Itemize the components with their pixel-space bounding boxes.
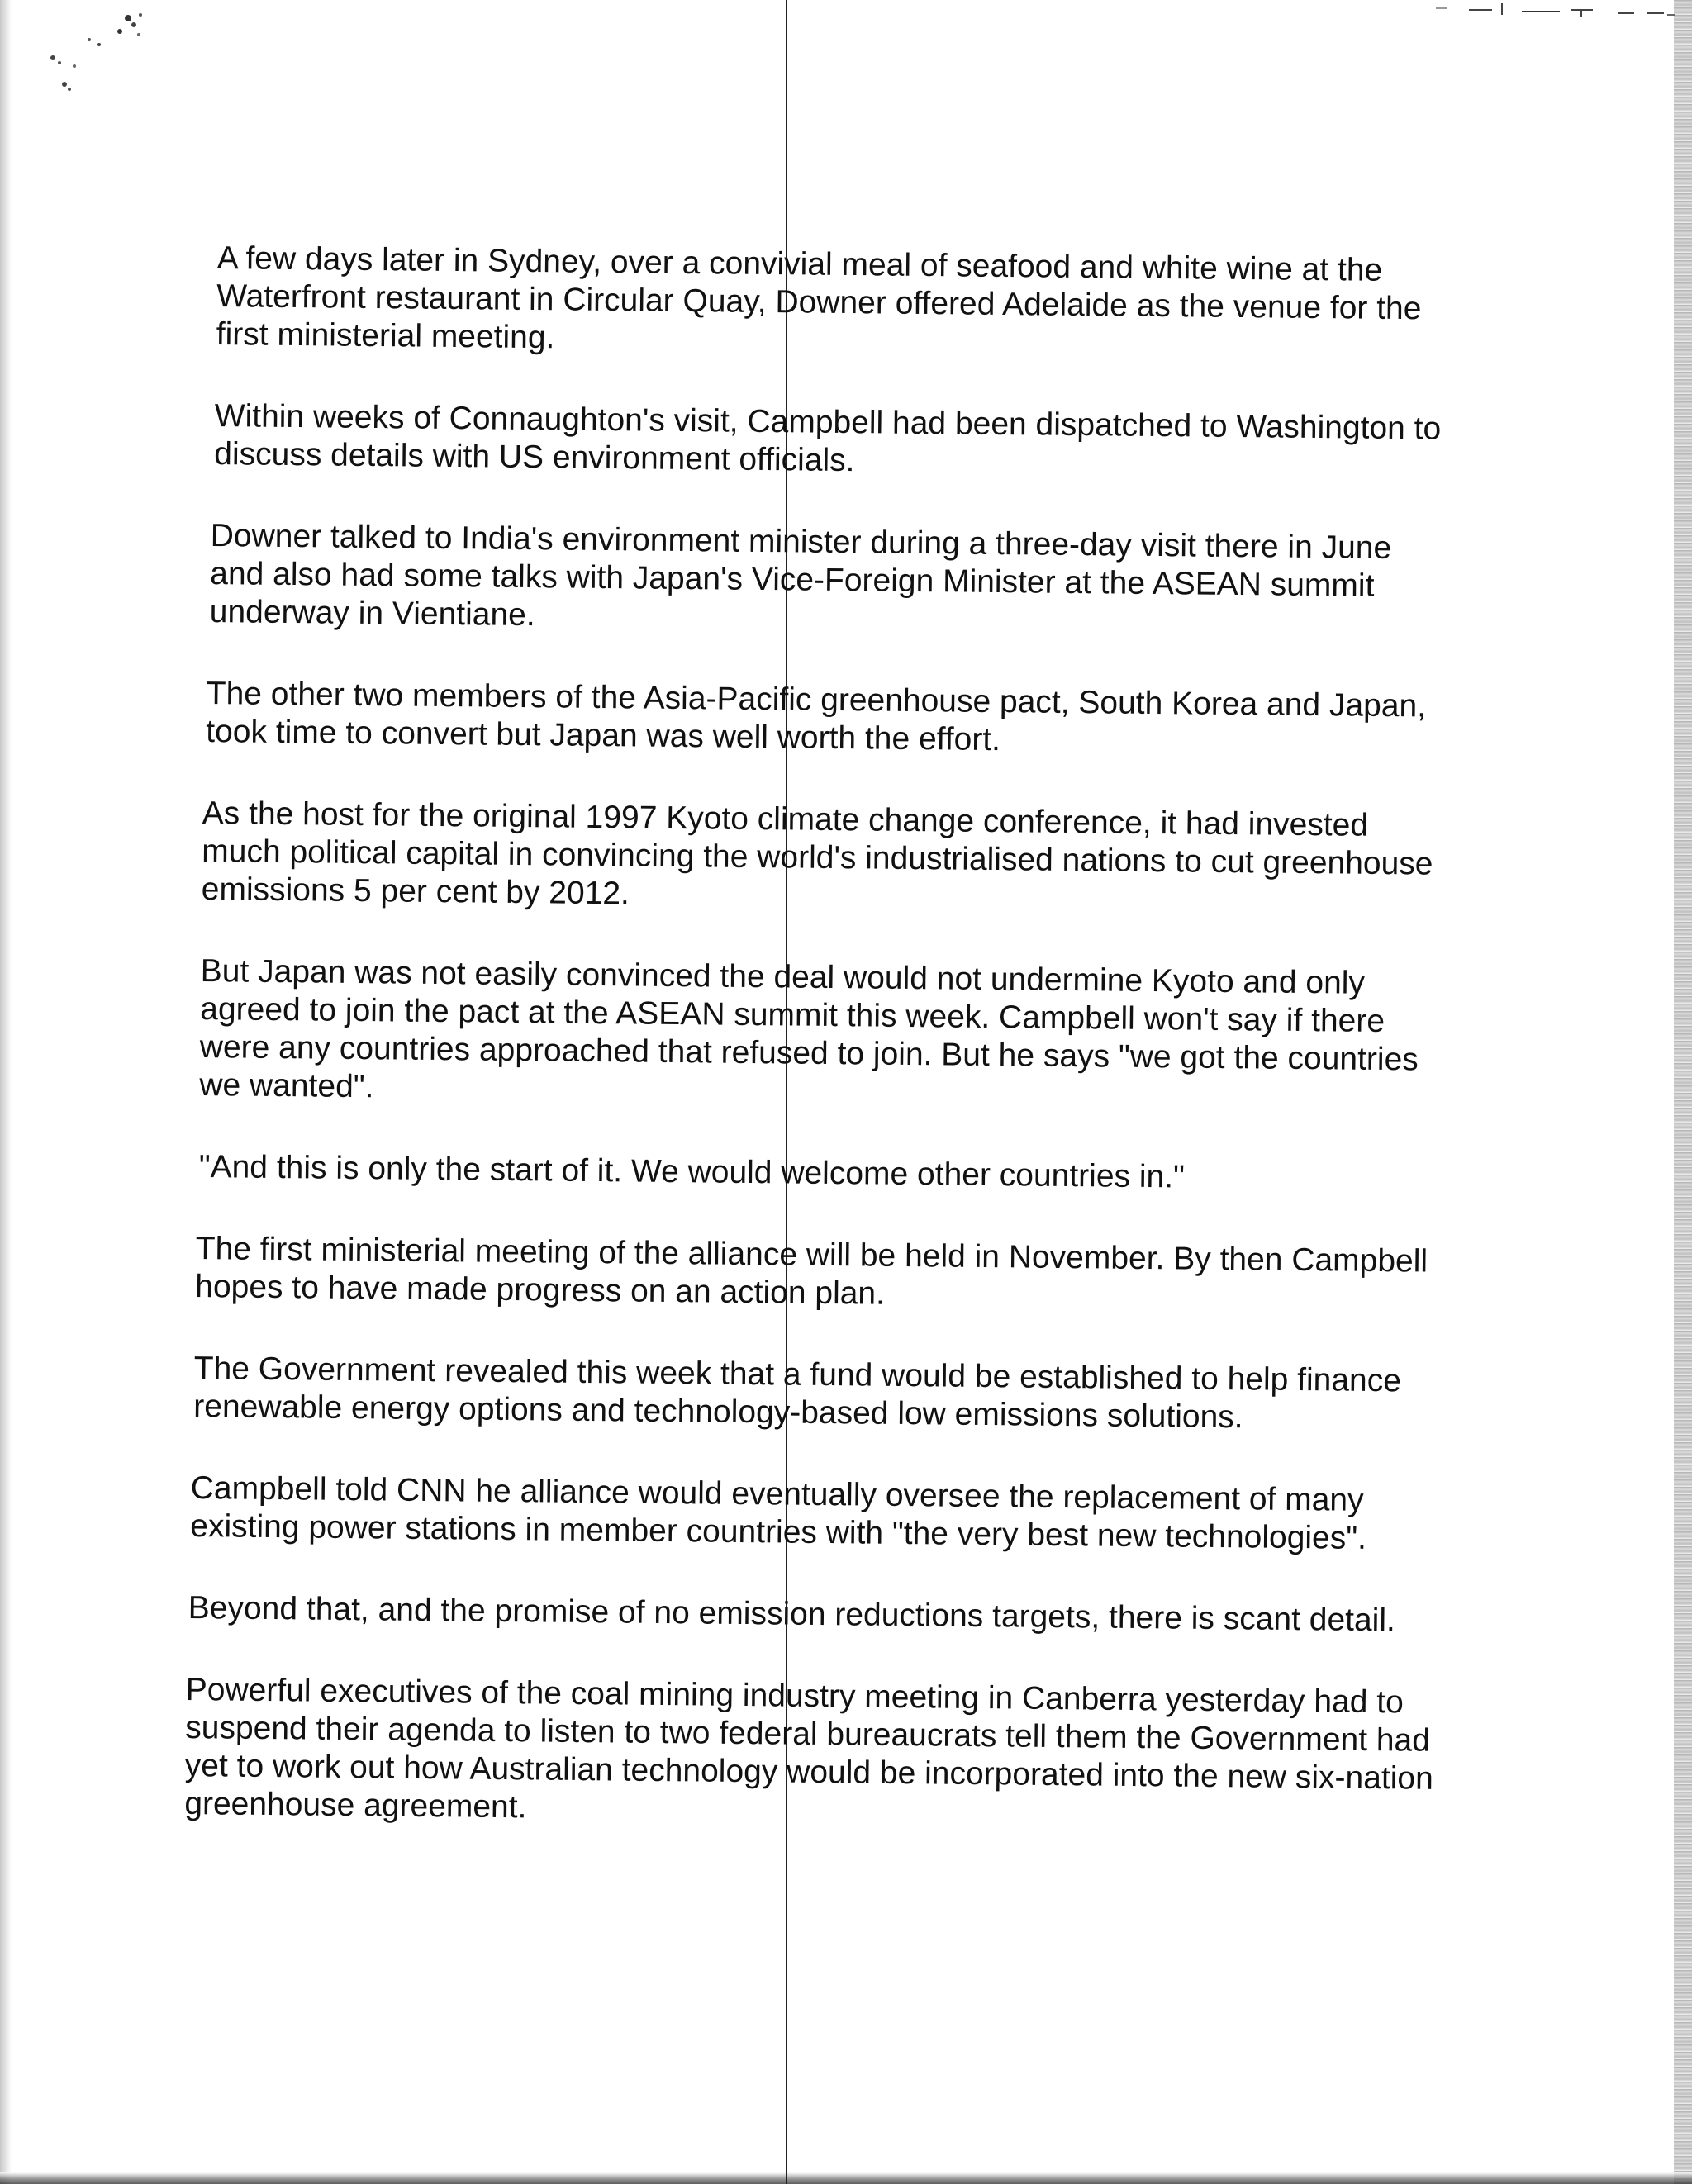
paragraph: A few days later in Sydney, over a convivial meal of seafood and white wine at the Waterfront restaurant in Circular Quay, Downer offered Adelaide as the venue for the first ministerial meeting. <box>216 240 1422 356</box>
paragraph: The other two members of the Asia-Pacific greenhouse pact, South Korea and Japan, took time to convert but Japan was well worth the effort. <box>206 675 1427 758</box>
scan-left-edge <box>0 0 12 2184</box>
scan-top-marks <box>1436 3 1675 20</box>
paragraph: The Government revealed this week that a fund would be established to help finance renewable energy options and technology-based low emissions solutions. <box>193 1351 1402 1436</box>
paragraph: "And this is only the start of it. We would welcome other countries in." <box>198 1149 1186 1195</box>
paragraph: Powerful executives of the coal mining industry meeting in Canberra yesterday had to suspend their agenda to listen to two federal bureaucrats tell them the Government had yet to work out how Australian technology would be incorporated into the new six-nation greenhouse agreement. <box>184 1672 1434 1826</box>
paragraph: Within weeks of Connaughton's visit, Campbell had been dispatched to Washington to discuss details with US environment officials. <box>214 397 1442 479</box>
scan-bottom-edge <box>0 2172 1692 2184</box>
scan-specks <box>41 7 157 97</box>
article-body <box>186 240 1442 1925</box>
paragraph: The first ministerial meeting of the alliance will be held in November. By then Campbell hopes to have made progress on an action plan. <box>195 1231 1428 1312</box>
paragraph: Beyond that, and the promise of no emission reductions targets, there is scant detail. <box>188 1590 1396 1639</box>
paragraph: Downer talked to India's environment minister during a three-day visit there in June and also had some talks with Japan's Vice-Foreign Minister at the ASEAN summit underway in Vientiane. <box>209 517 1392 634</box>
scan-right-edge <box>1674 0 1692 2184</box>
paragraph: Campbell told CNN he alliance would eventually oversee the replacement of many existing power stations in member countries with "the very best new technologies". <box>190 1470 1367 1556</box>
paragraph: As the host for the original 1997 Kyoto climate change conference, it had invested much political capital in convincing the world's industrialised nations to cut greenhouse emissions 5 per cent by 2012. <box>201 795 1433 912</box>
paragraph: But Japan was not easily convinced the deal would not undermine Kyoto and only agreed to join the pact at the ASEAN summit this week. Campbell won't say if there were any countries approached that refused to join. But he says "we got the countries we wanted". <box>199 953 1419 1105</box>
